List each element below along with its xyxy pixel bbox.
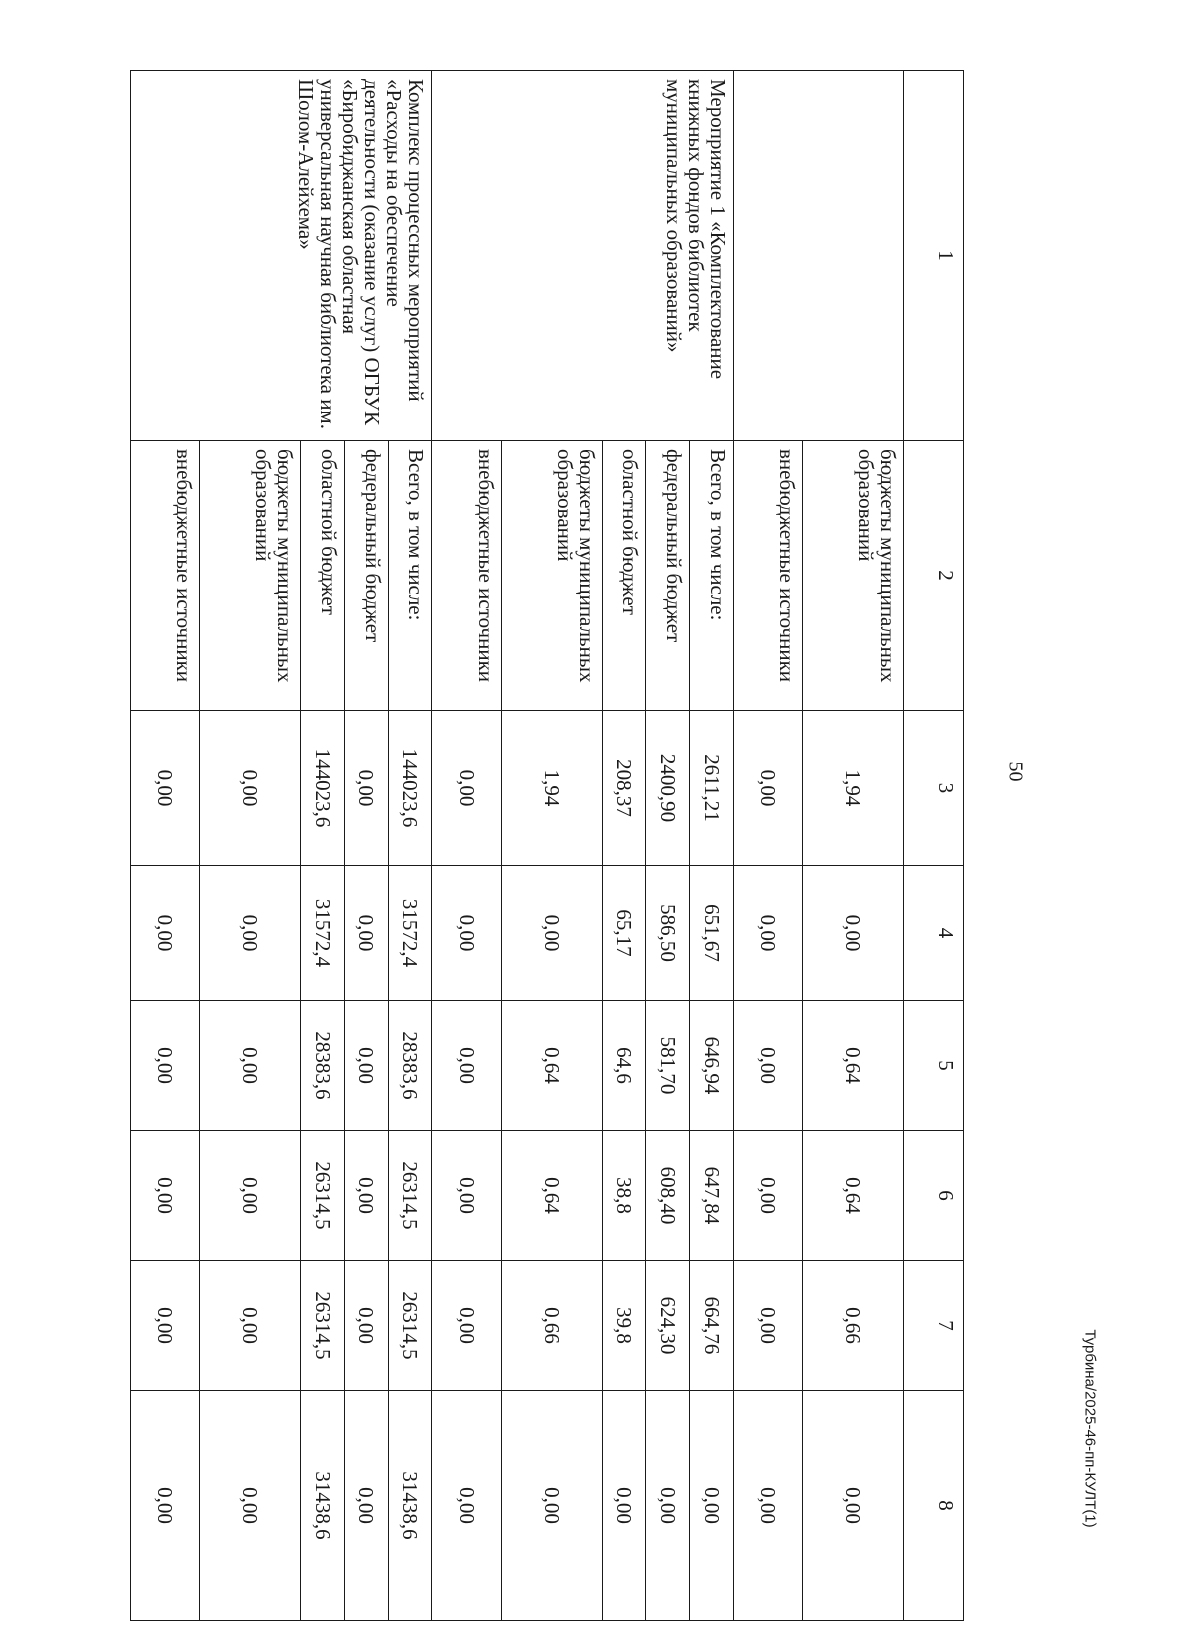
value-cell: 0,00 [733,1001,802,1131]
row-label: бюджеты муниципальных образований [200,441,301,711]
row-label: бюджеты муниципальных образований [501,441,602,711]
value-cell: 0,00 [646,1391,690,1621]
value-cell: 0,00 [602,1391,646,1621]
value-cell: 28383,6 [388,1001,432,1131]
value-cell: 0,00 [200,711,301,866]
value-cell: 0,00 [345,1261,389,1391]
value-cell: 0,00 [131,1001,200,1131]
value-cell: 38,8 [602,1131,646,1261]
value-cell: 0,00 [131,711,200,866]
value-cell: 0,00 [131,1261,200,1391]
value-cell: 0,00 [432,1391,501,1621]
header-cell: 2 [904,441,964,711]
value-cell: 0,00 [501,1391,602,1621]
value-cell: 0,00 [733,866,802,1001]
header-cell: 5 [904,1001,964,1131]
value-cell: 0,00 [733,1131,802,1261]
row-label: федеральный бюджет [646,441,690,711]
header-cell: 8 [904,1391,964,1621]
value-cell: 26314,5 [301,1261,345,1391]
header-row [904,71,964,1621]
value-cell: 0,66 [501,1261,602,1391]
header-cell: 1 [904,71,964,441]
value-cell: 0,00 [802,1391,903,1621]
value-cell: 0,00 [131,866,200,1001]
table-row [388,71,432,1621]
rotated-table-wrapper [130,70,964,1620]
value-cell: 31572,4 [301,866,345,1001]
value-cell: 0,00 [131,1391,200,1621]
row-label: Всего, в том числе: [388,441,432,711]
value-cell: 0,00 [432,866,501,1001]
value-cell: 26314,5 [388,1261,432,1391]
row-label: внебюджетные источники [733,441,802,711]
value-cell: 0,00 [802,866,903,1001]
measure-title: Комплекс процессных мероприятий «Расходы на обеспечение деятельности (оказание услуг) ОГБУК «Биробиджанская областная универсальная научная библиотека им. Шолом-Алейхема» [131,71,432,441]
document-footer: Турбина/2025-46-пп-КУЛТ(1) [1081,1329,1099,1528]
table-row [690,71,734,1621]
value-cell: 0,00 [131,1131,200,1261]
value-cell: 0,64 [802,1001,903,1131]
value-cell: 0,00 [690,1391,734,1621]
value-cell: 0,00 [200,1261,301,1391]
value-cell: 0,64 [501,1001,602,1131]
value-cell: 31438,6 [301,1391,345,1621]
row-label: Всего, в том числе: [690,441,734,711]
value-cell: 31438,6 [388,1391,432,1621]
measure-title: Мероприятие 1 «Комплектование книжных фондов библиотек муниципальных образований» [432,71,733,441]
value-cell: 0,64 [802,1131,903,1261]
value-cell: 208,37 [602,711,646,866]
value-cell: 0,00 [432,1261,501,1391]
row-label: внебюджетные источники [432,441,501,711]
value-cell: 65,17 [602,866,646,1001]
value-cell: 31572,4 [388,866,432,1001]
continued-cell [733,71,903,441]
value-cell: 2400,90 [646,711,690,866]
row-label: бюджеты муниципальных образований [802,441,903,711]
value-cell: 0,66 [802,1261,903,1391]
value-cell: 0,00 [733,711,802,866]
row-label: внебюджетные источники [131,441,200,711]
page-number: 50 [1004,761,1027,782]
value-cell: 0,00 [733,1261,802,1391]
value-cell: 647,84 [690,1131,734,1261]
value-cell: 624,30 [646,1261,690,1391]
budget-table [130,70,964,1621]
header-cell: 6 [904,1131,964,1261]
row-label: областной бюджет [301,441,345,711]
value-cell: 1,94 [501,711,602,866]
value-cell: 0,00 [501,866,602,1001]
header-cell: 4 [904,866,964,1001]
value-cell: 0,00 [200,1391,301,1621]
value-cell: 0,00 [345,1001,389,1131]
value-cell: 64,6 [602,1001,646,1131]
value-cell: 144023,6 [388,711,432,866]
value-cell: 0,00 [200,1131,301,1261]
value-cell: 0,64 [501,1131,602,1261]
value-cell: 2611,21 [690,711,734,866]
value-cell: 651,67 [690,866,734,1001]
value-cell: 39,8 [602,1261,646,1391]
value-cell: 581,70 [646,1001,690,1131]
value-cell: 0,00 [432,711,501,866]
header-cell: 3 [904,711,964,866]
value-cell: 1,94 [802,711,903,866]
value-cell: 0,00 [432,1131,501,1261]
value-cell: 664,76 [690,1261,734,1391]
value-cell: 26314,5 [388,1131,432,1261]
value-cell: 26314,5 [301,1131,345,1261]
value-cell: 608,40 [646,1131,690,1261]
value-cell: 0,00 [733,1391,802,1621]
table-row [802,71,903,1621]
value-cell: 0,00 [345,866,389,1001]
header-cell: 7 [904,1261,964,1391]
value-cell: 586,50 [646,866,690,1001]
value-cell: 0,00 [345,1391,389,1621]
value-cell: 0,00 [345,711,389,866]
value-cell: 0,00 [200,866,301,1001]
value-cell: 646,94 [690,1001,734,1131]
row-label: областной бюджет [602,441,646,711]
value-cell: 0,00 [200,1001,301,1131]
row-label: федеральный бюджет [345,441,389,711]
value-cell: 0,00 [432,1001,501,1131]
value-cell: 144023,6 [301,711,345,866]
value-cell: 28383,6 [301,1001,345,1131]
value-cell: 0,00 [345,1131,389,1261]
